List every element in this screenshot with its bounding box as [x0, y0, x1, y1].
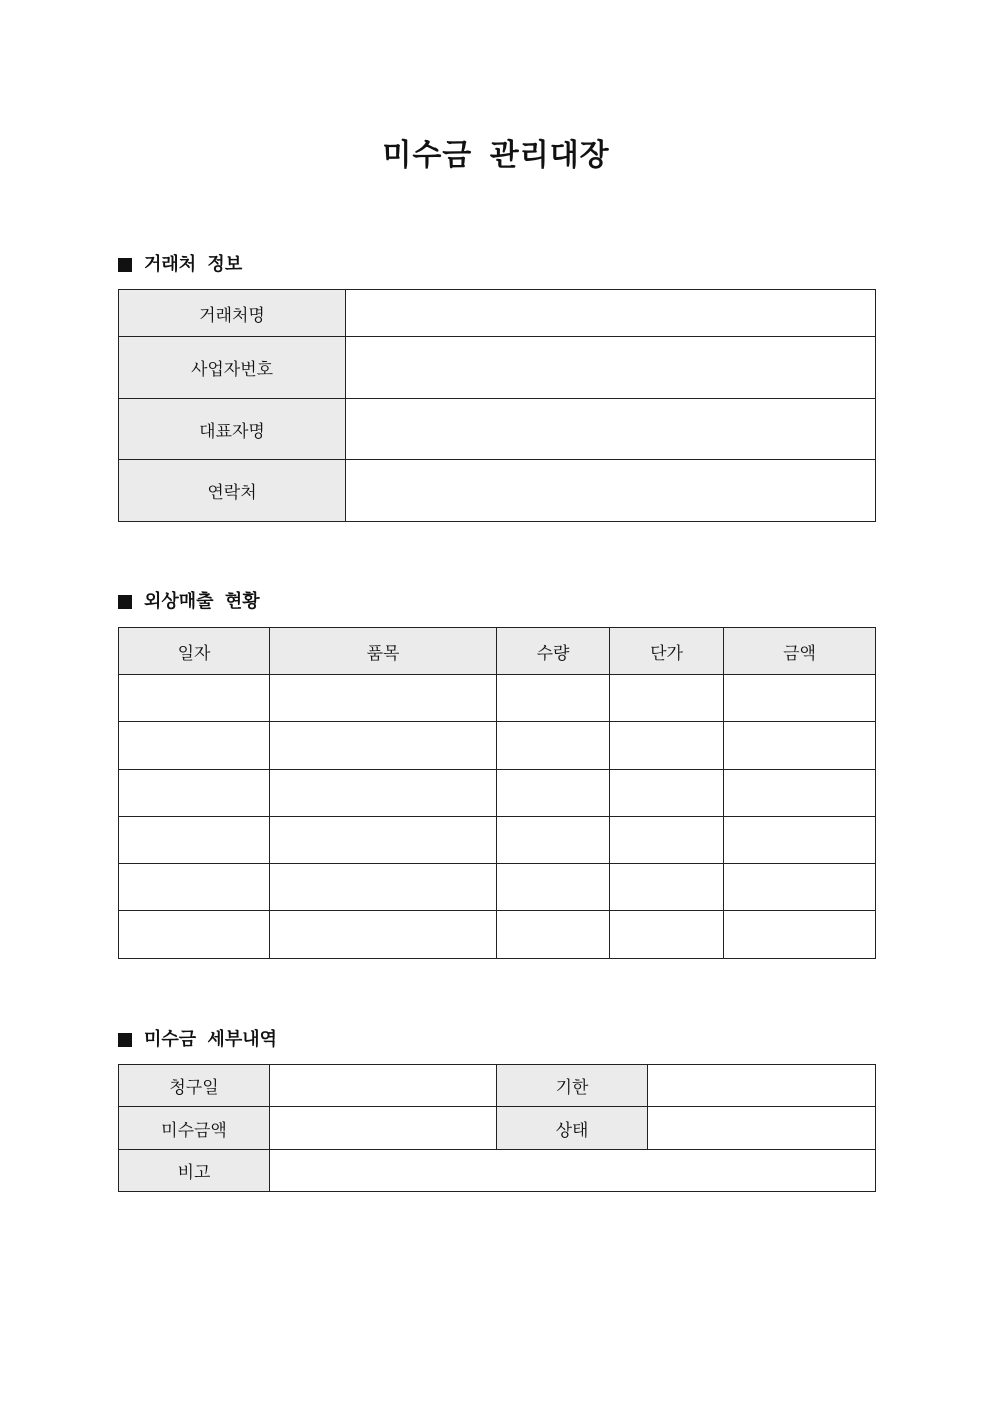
note-field[interactable]	[270, 1150, 876, 1192]
table-row	[119, 675, 876, 722]
date-cell[interactable]	[119, 722, 270, 770]
amount-cell[interactable]	[724, 817, 876, 864]
amount-cell[interactable]	[724, 722, 876, 770]
table-row	[119, 770, 876, 817]
date-cell[interactable]	[119, 675, 270, 722]
quantity-cell[interactable]	[497, 770, 610, 817]
outstanding-amount-label: 미수금액	[119, 1107, 270, 1150]
section-heading-label: 외상매출 현황	[144, 591, 260, 612]
square-bullet-icon	[118, 595, 132, 609]
section-heading-label: 미수금 세부내역	[144, 1029, 277, 1050]
table-header-row	[119, 628, 876, 675]
contact-label: 연락처	[119, 460, 346, 522]
table-row	[119, 1107, 876, 1150]
unit-price-cell[interactable]	[610, 864, 724, 911]
table-row	[119, 290, 876, 337]
date-cell[interactable]	[119, 864, 270, 911]
column-header-date: 일자	[119, 628, 270, 675]
item-cell[interactable]	[270, 864, 497, 911]
column-header-unit-price: 단가	[610, 628, 724, 675]
item-cell[interactable]	[270, 675, 497, 722]
section-heading-sales	[118, 590, 260, 614]
unit-price-cell[interactable]	[610, 817, 724, 864]
table-row	[119, 911, 876, 959]
table-row	[119, 817, 876, 864]
table-row	[119, 399, 876, 460]
square-bullet-icon	[118, 258, 132, 272]
quantity-cell[interactable]	[497, 864, 610, 911]
client-name-field[interactable]	[346, 290, 876, 337]
unit-price-cell[interactable]	[610, 722, 724, 770]
billing-date-field[interactable]	[270, 1065, 497, 1107]
receivable-table	[118, 1064, 876, 1192]
date-cell[interactable]	[119, 911, 270, 959]
item-cell[interactable]	[270, 770, 497, 817]
date-cell[interactable]	[119, 770, 270, 817]
section-heading-receivable	[118, 1028, 277, 1052]
column-header-item: 품목	[270, 628, 497, 675]
quantity-cell[interactable]	[497, 722, 610, 770]
status-field[interactable]	[648, 1107, 876, 1150]
note-label: 비고	[119, 1150, 270, 1192]
representative-name-label: 대표자명	[119, 399, 346, 460]
amount-cell[interactable]	[724, 770, 876, 817]
unit-price-cell[interactable]	[610, 911, 724, 959]
unit-price-cell[interactable]	[610, 770, 724, 817]
due-date-field[interactable]	[648, 1065, 876, 1107]
column-header-amount: 금액	[724, 628, 876, 675]
amount-cell[interactable]	[724, 675, 876, 722]
square-bullet-icon	[118, 1033, 132, 1047]
item-cell[interactable]	[270, 911, 497, 959]
business-number-label: 사업자번호	[119, 337, 346, 399]
amount-cell[interactable]	[724, 911, 876, 959]
section-heading-client-info	[118, 253, 242, 277]
table-row	[119, 864, 876, 911]
date-cell[interactable]	[119, 817, 270, 864]
business-number-field[interactable]	[346, 337, 876, 399]
item-cell[interactable]	[270, 722, 497, 770]
item-cell[interactable]	[270, 817, 497, 864]
quantity-cell[interactable]	[497, 675, 610, 722]
status-label: 상태	[497, 1107, 648, 1150]
table-row	[119, 722, 876, 770]
table-row	[119, 337, 876, 399]
quantity-cell[interactable]	[497, 911, 610, 959]
table-row	[119, 460, 876, 522]
sales-table	[118, 627, 876, 959]
column-header-quantity: 수량	[497, 628, 610, 675]
representative-name-field[interactable]	[346, 399, 876, 460]
contact-field[interactable]	[346, 460, 876, 522]
client-info-table	[118, 289, 876, 522]
unit-price-cell[interactable]	[610, 675, 724, 722]
outstanding-amount-field[interactable]	[270, 1107, 497, 1150]
quantity-cell[interactable]	[497, 817, 610, 864]
table-row	[119, 1150, 876, 1192]
amount-cell[interactable]	[724, 864, 876, 911]
table-row	[119, 1065, 876, 1107]
section-heading-label: 거래처 정보	[144, 254, 243, 275]
due-date-label: 기한	[497, 1065, 648, 1107]
document-title: 미수금 관리대장	[382, 138, 610, 173]
billing-date-label: 청구일	[119, 1065, 270, 1107]
client-name-label: 거래처명	[119, 290, 346, 337]
